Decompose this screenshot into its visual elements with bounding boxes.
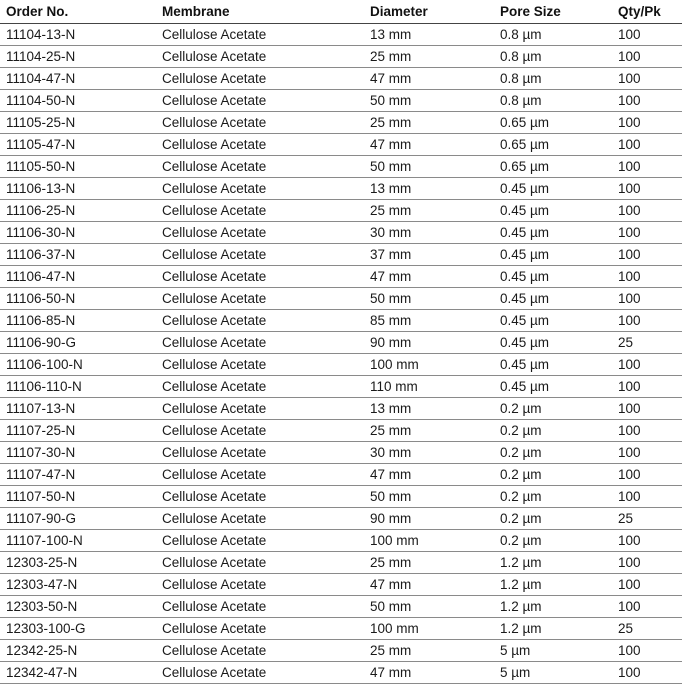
cell-diameter: 50 mm [364,486,494,508]
cell-membrane: Cellulose Acetate [156,464,364,486]
cell-qty-pk: 25 [612,508,682,530]
cell-membrane: Cellulose Acetate [156,574,364,596]
cell-qty-pk: 100 [612,134,682,156]
cell-qty-pk: 100 [612,354,682,376]
cell-qty-pk: 100 [612,574,682,596]
table-row [0,420,682,442]
table-row [0,332,682,354]
cell-diameter: 25 mm [364,200,494,222]
cell-membrane: Cellulose Acetate [156,354,364,376]
cell-qty-pk: 100 [612,310,682,332]
cell-order-no: 11104-13-N [0,24,156,46]
cell-qty-pk: 100 [612,420,682,442]
table-row [0,442,682,464]
cell-pore-size: 1.2 µm [494,596,612,618]
cell-pore-size: 0.45 µm [494,288,612,310]
cell-membrane: Cellulose Acetate [156,244,364,266]
cell-pore-size: 0.45 µm [494,310,612,332]
table-row [0,112,682,134]
cell-diameter: 90 mm [364,332,494,354]
cell-membrane: Cellulose Acetate [156,134,364,156]
cell-order-no: 11107-30-N [0,442,156,464]
cell-diameter: 100 mm [364,354,494,376]
cell-qty-pk: 100 [612,24,682,46]
cell-qty-pk: 100 [612,398,682,420]
table-row [0,68,682,90]
table-row [0,486,682,508]
table-row [0,530,682,552]
cell-qty-pk: 100 [612,640,682,662]
cell-diameter: 110 mm [364,376,494,398]
cell-qty-pk: 100 [612,530,682,552]
table-row [0,398,682,420]
cell-order-no: 11106-50-N [0,288,156,310]
cell-membrane: Cellulose Acetate [156,530,364,552]
cell-qty-pk: 100 [612,68,682,90]
cell-diameter: 50 mm [364,90,494,112]
cell-diameter: 47 mm [364,68,494,90]
cell-qty-pk: 100 [612,266,682,288]
cell-membrane: Cellulose Acetate [156,200,364,222]
cell-order-no: 11106-85-N [0,310,156,332]
cell-qty-pk: 100 [612,244,682,266]
cell-diameter: 13 mm [364,178,494,200]
cell-membrane: Cellulose Acetate [156,266,364,288]
cell-order-no: 11106-25-N [0,200,156,222]
cell-order-no: 11106-37-N [0,244,156,266]
cell-order-no: 11107-13-N [0,398,156,420]
cell-membrane: Cellulose Acetate [156,90,364,112]
cell-order-no: 11106-100-N [0,354,156,376]
cell-diameter: 47 mm [364,134,494,156]
cell-order-no: 11105-25-N [0,112,156,134]
table-row [0,244,682,266]
cell-qty-pk: 100 [612,596,682,618]
table-row [0,134,682,156]
cell-order-no: 11106-110-N [0,376,156,398]
cell-diameter: 37 mm [364,244,494,266]
cell-qty-pk: 100 [612,552,682,574]
cell-pore-size: 0.45 µm [494,222,612,244]
cell-order-no: 12303-100-G [0,618,156,640]
table-row [0,662,682,684]
cell-membrane: Cellulose Acetate [156,178,364,200]
cell-order-no: 11107-90-G [0,508,156,530]
cell-pore-size: 0.2 µm [494,420,612,442]
cell-membrane: Cellulose Acetate [156,398,364,420]
cell-order-no: 11107-25-N [0,420,156,442]
cell-order-no: 12303-47-N [0,574,156,596]
header-pore-size: Pore Size [494,0,612,24]
cell-pore-size: 0.45 µm [494,332,612,354]
cell-diameter: 13 mm [364,24,494,46]
cell-order-no: 11106-30-N [0,222,156,244]
cell-pore-size: 0.2 µm [494,464,612,486]
cell-pore-size: 0.2 µm [494,442,612,464]
cell-membrane: Cellulose Acetate [156,46,364,68]
cell-order-no: 11106-13-N [0,178,156,200]
table-row [0,354,682,376]
cell-diameter: 25 mm [364,552,494,574]
cell-pore-size: 0.65 µm [494,156,612,178]
cell-membrane: Cellulose Acetate [156,618,364,640]
cell-order-no: 11105-50-N [0,156,156,178]
table-row [0,46,682,68]
header-membrane: Membrane [156,0,364,24]
table-row [0,222,682,244]
cell-membrane: Cellulose Acetate [156,24,364,46]
cell-diameter: 85 mm [364,310,494,332]
cell-qty-pk: 100 [612,486,682,508]
cell-diameter: 30 mm [364,442,494,464]
cell-order-no: 11104-25-N [0,46,156,68]
table-row [0,574,682,596]
cell-membrane: Cellulose Acetate [156,310,364,332]
cell-pore-size: 1.2 µm [494,574,612,596]
cell-diameter: 25 mm [364,640,494,662]
cell-membrane: Cellulose Acetate [156,332,364,354]
table-row [0,618,682,640]
cell-membrane: Cellulose Acetate [156,552,364,574]
cell-pore-size: 5 µm [494,640,612,662]
cell-membrane: Cellulose Acetate [156,508,364,530]
cell-pore-size: 0.8 µm [494,90,612,112]
cell-membrane: Cellulose Acetate [156,156,364,178]
cell-diameter: 100 mm [364,530,494,552]
cell-diameter: 50 mm [364,596,494,618]
cell-pore-size: 0.65 µm [494,134,612,156]
cell-order-no: 11107-47-N [0,464,156,486]
cell-qty-pk: 100 [612,112,682,134]
table-row [0,376,682,398]
cell-diameter: 47 mm [364,662,494,684]
cell-qty-pk: 100 [612,200,682,222]
table-row [0,266,682,288]
cell-order-no: 11104-47-N [0,68,156,90]
cell-order-no: 12303-50-N [0,596,156,618]
cell-pore-size: 0.2 µm [494,530,612,552]
cell-order-no: 11107-100-N [0,530,156,552]
table-row [0,640,682,662]
cell-order-no: 11104-50-N [0,90,156,112]
table-header [0,0,682,24]
cell-membrane: Cellulose Acetate [156,486,364,508]
cell-diameter: 47 mm [364,266,494,288]
cell-pore-size: 1.2 µm [494,618,612,640]
cell-membrane: Cellulose Acetate [156,420,364,442]
cell-pore-size: 0.2 µm [494,486,612,508]
cell-order-no: 12342-47-N [0,662,156,684]
table-row [0,178,682,200]
cell-diameter: 30 mm [364,222,494,244]
cell-diameter: 47 mm [364,464,494,486]
table-row [0,464,682,486]
cell-membrane: Cellulose Acetate [156,112,364,134]
cell-membrane: Cellulose Acetate [156,68,364,90]
cell-diameter: 90 mm [364,508,494,530]
cell-qty-pk: 100 [612,46,682,68]
cell-pore-size: 0.45 µm [494,266,612,288]
cell-order-no: 11106-47-N [0,266,156,288]
cell-diameter: 50 mm [364,156,494,178]
table-row [0,156,682,178]
cell-pore-size: 0.45 µm [494,178,612,200]
cell-order-no: 11106-90-G [0,332,156,354]
cell-pore-size: 0.8 µm [494,24,612,46]
cell-qty-pk: 100 [612,222,682,244]
cell-diameter: 25 mm [364,46,494,68]
cell-qty-pk: 100 [612,442,682,464]
cell-qty-pk: 100 [612,288,682,310]
cell-qty-pk: 100 [612,376,682,398]
cell-order-no: 11107-50-N [0,486,156,508]
cell-pore-size: 0.8 µm [494,68,612,90]
table-row [0,596,682,618]
cell-qty-pk: 100 [612,156,682,178]
cell-order-no: 11105-47-N [0,134,156,156]
header-row [0,0,682,24]
cell-membrane: Cellulose Acetate [156,222,364,244]
table-row [0,552,682,574]
cell-pore-size: 0.2 µm [494,508,612,530]
cell-membrane: Cellulose Acetate [156,442,364,464]
table-body [0,24,682,684]
cell-membrane: Cellulose Acetate [156,376,364,398]
cell-pore-size: 0.45 µm [494,200,612,222]
cell-pore-size: 0.8 µm [494,46,612,68]
cell-diameter: 100 mm [364,618,494,640]
cell-diameter: 25 mm [364,112,494,134]
cell-pore-size: 0.45 µm [494,244,612,266]
cell-qty-pk: 100 [612,178,682,200]
cell-order-no: 12303-25-N [0,552,156,574]
cell-pore-size: 5 µm [494,662,612,684]
cell-membrane: Cellulose Acetate [156,662,364,684]
table-row [0,508,682,530]
cell-membrane: Cellulose Acetate [156,596,364,618]
cell-qty-pk: 100 [612,90,682,112]
cell-pore-size: 0.2 µm [494,398,612,420]
cell-diameter: 13 mm [364,398,494,420]
cell-diameter: 47 mm [364,574,494,596]
cell-qty-pk: 25 [612,332,682,354]
cell-pore-size: 0.65 µm [494,112,612,134]
table-row [0,90,682,112]
header-qty-pk: Qty/Pk [612,0,682,24]
table-row [0,24,682,46]
cell-pore-size: 1.2 µm [494,552,612,574]
cell-diameter: 50 mm [364,288,494,310]
header-diameter: Diameter [364,0,494,24]
cell-pore-size: 0.45 µm [494,354,612,376]
cell-qty-pk: 100 [612,662,682,684]
header-order-no: Order No. [0,0,156,24]
cell-order-no: 12342-25-N [0,640,156,662]
table-row [0,200,682,222]
table-row [0,288,682,310]
cell-membrane: Cellulose Acetate [156,288,364,310]
cell-membrane: Cellulose Acetate [156,640,364,662]
table-row [0,310,682,332]
cell-diameter: 25 mm [364,420,494,442]
cell-qty-pk: 100 [612,464,682,486]
cell-pore-size: 0.45 µm [494,376,612,398]
cell-qty-pk: 25 [612,618,682,640]
